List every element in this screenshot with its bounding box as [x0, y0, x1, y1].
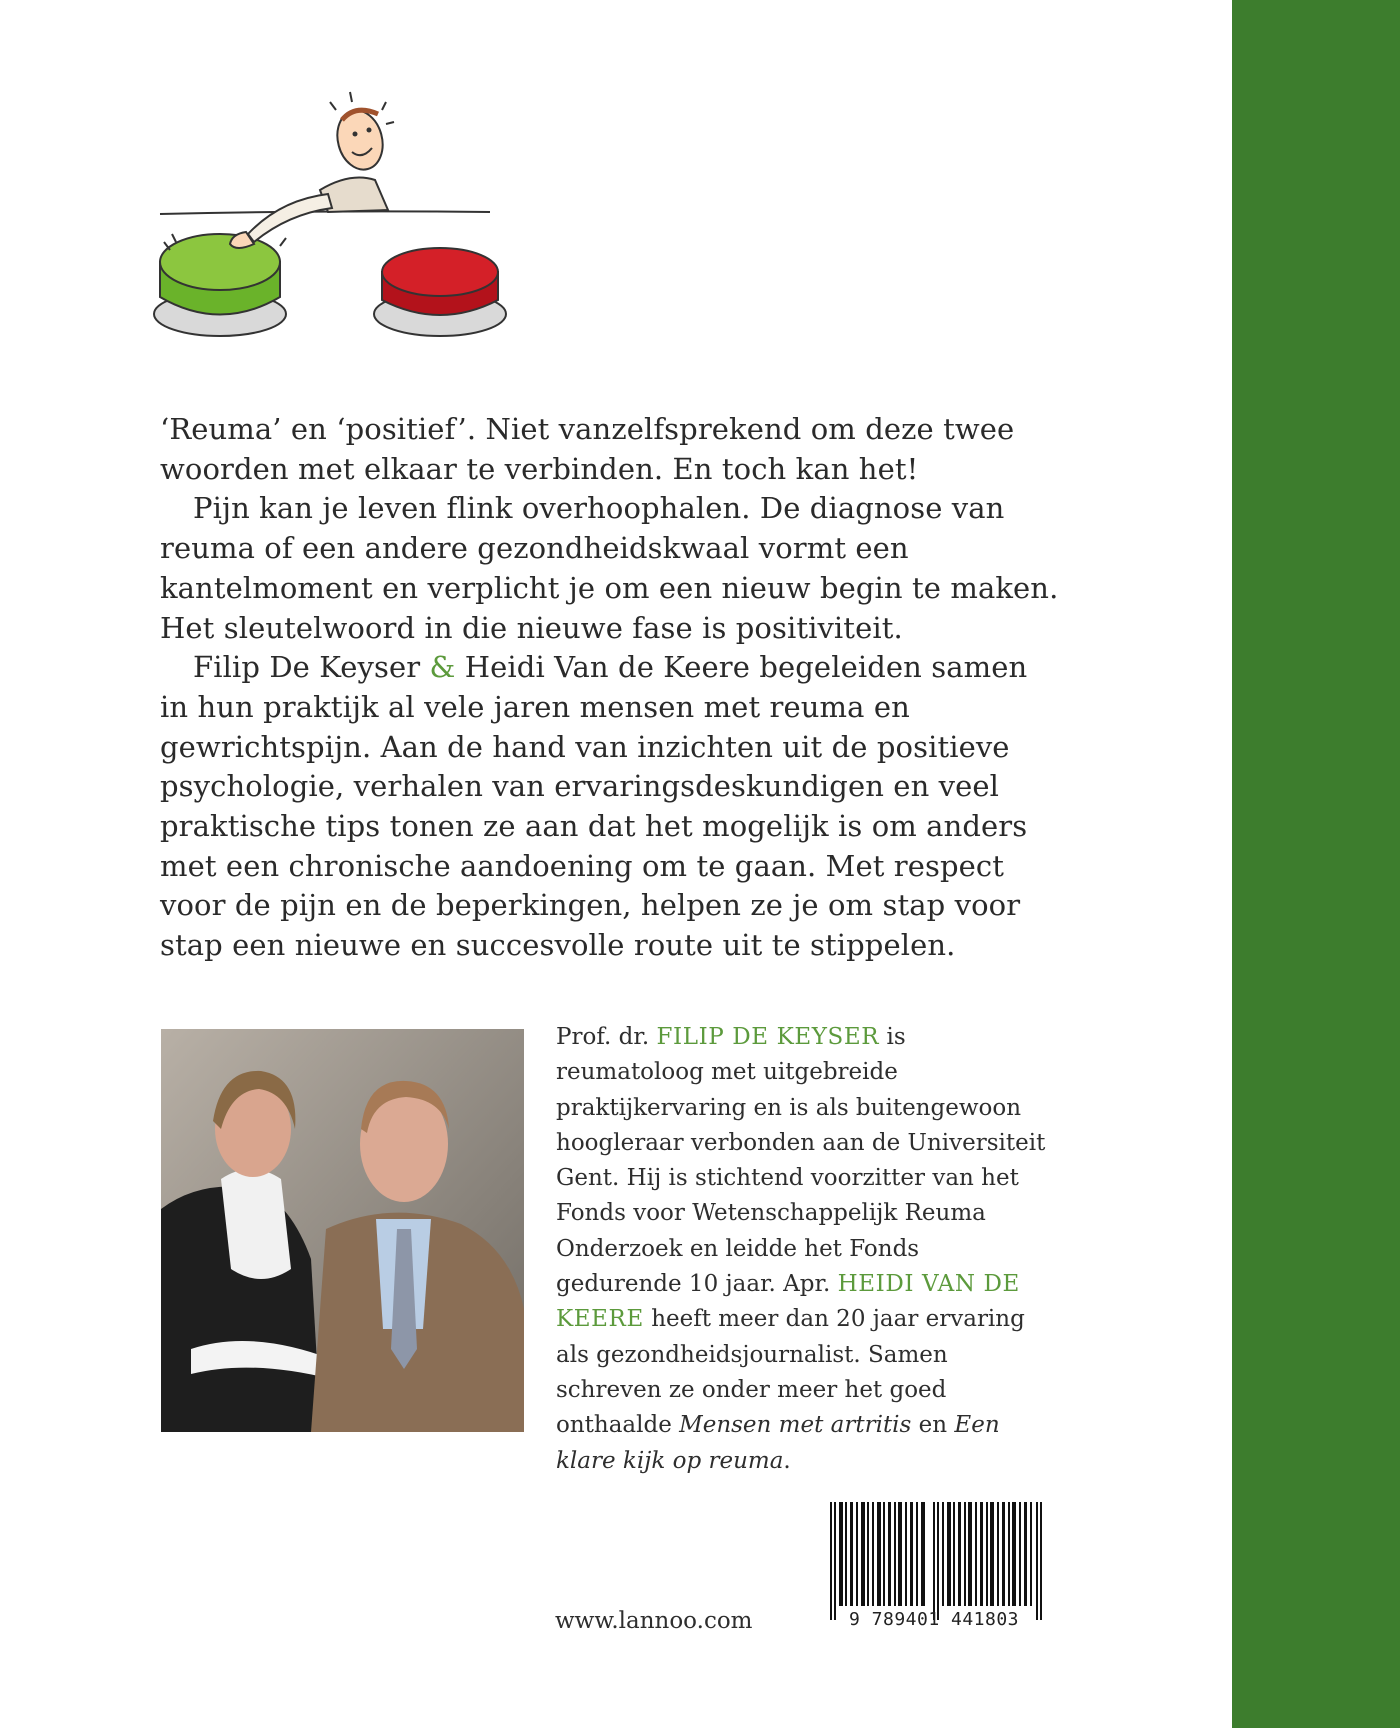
bio-text-1: is reumatoloog met uitgebreide praktijkervaring en is als buitengewoon hoogleraar verbonden aan de Universiteit Gent. Hij is stichtend voorzitter van het Fonds voor Wetenschappelijk Reuma Onderzoek en leidde het Fonds gedurende 10 jaar.: [556, 1024, 1046, 1298]
isbn-number: 9 789401 441803: [848, 1609, 1020, 1630]
man-pressing-green-button-icon: [150, 82, 570, 382]
bio-prefix-2: Apr.: [783, 1271, 831, 1298]
bio-text-2: heeft meer dan 20 jaar ervaring als gezondheidsjournalist. Samen schreven ze onder meer het goed onthaalde: [556, 1306, 1025, 1439]
back-cover-blurb: [160, 410, 1060, 966]
author-bio: [556, 1020, 1046, 1479]
publisher-website[interactable]: www.lannoo.com: [555, 1608, 753, 1634]
bio-end: .: [783, 1447, 791, 1474]
ampersand: &: [429, 650, 456, 685]
author-name-2: Heidi Van de Keere: [464, 650, 751, 685]
blurb-paragraph-3: [160, 648, 1060, 966]
book-title-2: Een klare kijk op reuma: [556, 1412, 1000, 1474]
book-spine-band: [1232, 0, 1400, 1728]
author-photo-image: [161, 1029, 524, 1432]
blurb-paragraph-3-text: begeleiden samen in hun praktijk al vele jaren mensen met reuma en gewrichtspijn. Aan de hand van inzichten uit de positieve psychologie, verhalen van ervaringsdeskundigen en veel praktische tips tonen ze aan dat het mogelijk is om anders met een chronische aandoening om te gaan. Met respect voor de pijn en de beperkingen, helpen ze je om stap voor stap een nieuwe en succesvolle route uit te stippelen.: [160, 650, 1028, 963]
bio-name-1: FILIP DE KEYSER: [656, 1024, 880, 1050]
blurb-paragraph-1: ‘Reuma’ en ‘positief’. Niet vanzelfsprekend om deze twee woorden met elkaar te verbinden. En toch kan het!: [160, 412, 1015, 486]
bio-conjunction: en: [918, 1412, 948, 1439]
barcode-icon: [830, 1502, 1044, 1620]
bio-prefix-1: Prof. dr.: [556, 1024, 650, 1050]
author-name-1: Filip De Keyser: [193, 650, 421, 685]
blurb-paragraph-2: Pijn kan je leven flink overhoophalen. De diagnose van reuma of een andere gezondheidskwaal vormt een kantelmoment en verplicht je om een nieuw begin te maken. Het sleutelwoord in die nieuwe fase is positiviteit.: [160, 491, 1059, 645]
bio-name-2: HEIDI VAN DE KEERE: [556, 1271, 1020, 1333]
bio-text: [556, 1020, 1046, 1479]
author-photo: [161, 1029, 524, 1432]
book-title-1: Mensen met artritis: [679, 1412, 912, 1439]
